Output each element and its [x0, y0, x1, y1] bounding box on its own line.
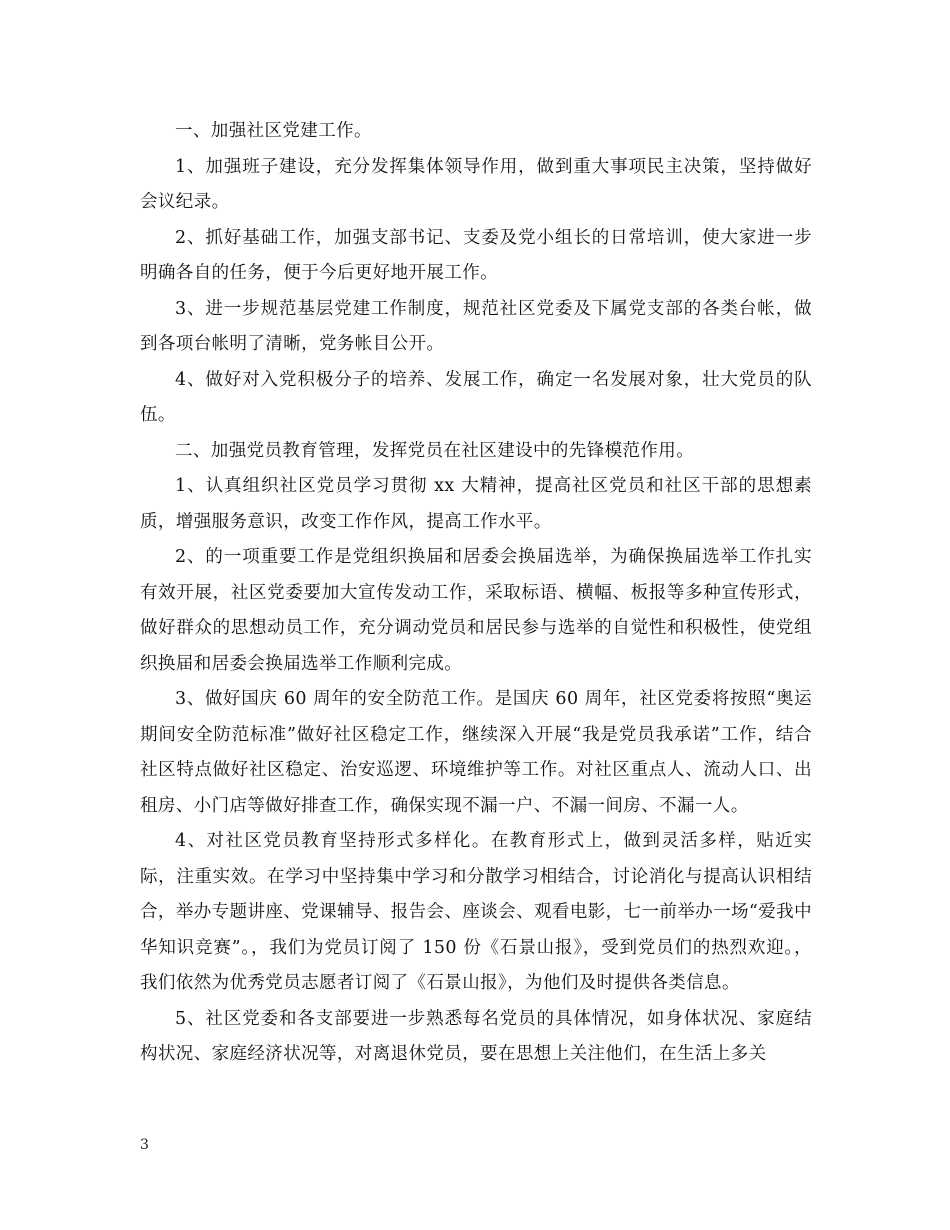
page-number: 3: [140, 1137, 149, 1153]
paragraph: 3、做好国庆 60 周年的安全防范工作。是国庆 60 周年，社区党委将按照“奥运期间安全防范标准”做好社区稳定工作，继续深入开展“我是党员我承诺”工作，结合社区特点做好社区稳定、治安巡逻、环境维护等工作。对社区重点人、流动人口、出租房、小门店等做好排查工作，确保实现不漏一户、不漏一间房、不漏一人。: [140, 689, 812, 816]
paragraph: 2、的一项重要工作是党组织换届和居委会换届选举，为确保换届选举工作扎实有效开展，社区党委要加大宣传发动工作，采取标语、横幅、板报等多种宣传形式，做好群众的思想动员工作，充分调动党员和居民参与选举的自觉性和积极性，使党组织换届和居委会换届选举工作顺利完成。: [140, 547, 812, 674]
paragraph: 1、认真组织社区党员学习贯彻 xx 大精神，提高社区党员和社区干部的思想素质，增强服务意识，改变工作作风，提高工作水平。: [140, 476, 812, 532]
section-heading-2: 二、加强党员教育管理，发挥党员在社区建设中的先锋模范作用。: [175, 440, 695, 461]
paragraph: 3、进一步规范基层党建工作制度，规范社区党委及下属党支部的各类台帐，做到各项台帐明了清晰，党务帐目公开。: [140, 298, 812, 354]
document-body: [140, 114, 812, 1073]
paragraph: 4、做好对入党积极分子的培养、发展工作，确定一名发展对象，壮大党员的队伍。: [140, 369, 812, 425]
paragraph: 2、抓好基础工作，加强支部书记、支委及党小组长的日常培训，使大家进一步明确各自的任务，便于今后更好地开展工作。: [140, 227, 812, 283]
section-heading-1: 一、加强社区党建工作。: [175, 121, 372, 141]
paragraph: 5、社区党委和各支部要进一步熟悉每名党员的具体情况，如身体状况、家庭结构状况、家庭经济状况等，对离退休党员，要在思想上关注他们，在生活上多关: [140, 1008, 812, 1064]
paragraph: 4、对社区党员教育坚持形式多样化。在教育形式上，做到灵活多样，贴近实际，注重实效。在学习中坚持集中学习和分散学习相结合，讨论消化与提高认识相结合，举办专题讲座、党课辅导、报告会、座谈会、观看电影，七一前举办一场“爱我中华知识竞赛”。，我们为党员订阅了 150 份《石景山报》，受到党员们的热烈欢迎。，我们依然为优秀党员志愿者订阅了《石景山报》，为他们及时提供各类信息。: [140, 831, 812, 993]
paragraph: 1、加强班子建设，充分发挥集体领导作用，做到重大事项民主决策，坚持做好会议纪录。: [140, 156, 812, 212]
